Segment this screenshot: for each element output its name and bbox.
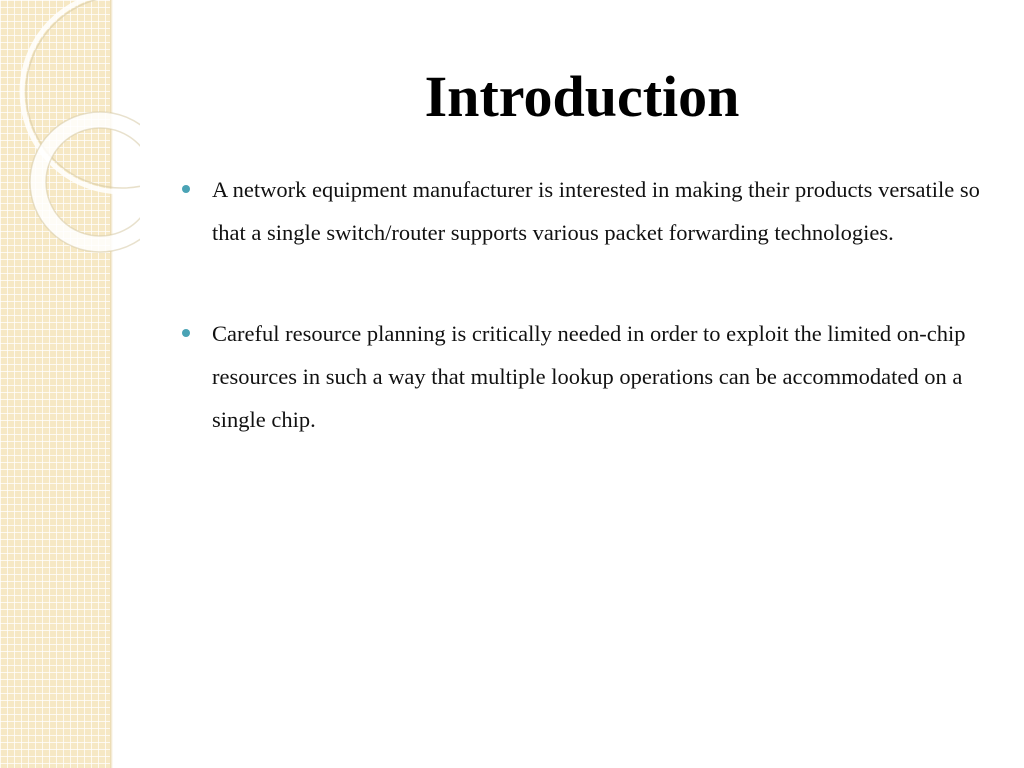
bullet-dot-icon	[182, 185, 190, 193]
bullet-item	[182, 168, 992, 254]
decorative-rings-icon	[0, 0, 140, 260]
bullet-text: Careful resource planning is critically needed in order to exploit the limited on-chip resources in such a way that multiple lookup operations can be accommodated on a single chip.	[212, 321, 966, 432]
slide-title: Introduction	[424, 64, 740, 129]
bullet-list	[182, 168, 992, 499]
bullet-item	[182, 312, 992, 441]
bullet-dot-icon	[182, 329, 190, 337]
bullet-text: A network equipment manufacturer is interested in making their products versatile so that a single switch/router supports various packet forwarding technologies.	[212, 177, 980, 245]
